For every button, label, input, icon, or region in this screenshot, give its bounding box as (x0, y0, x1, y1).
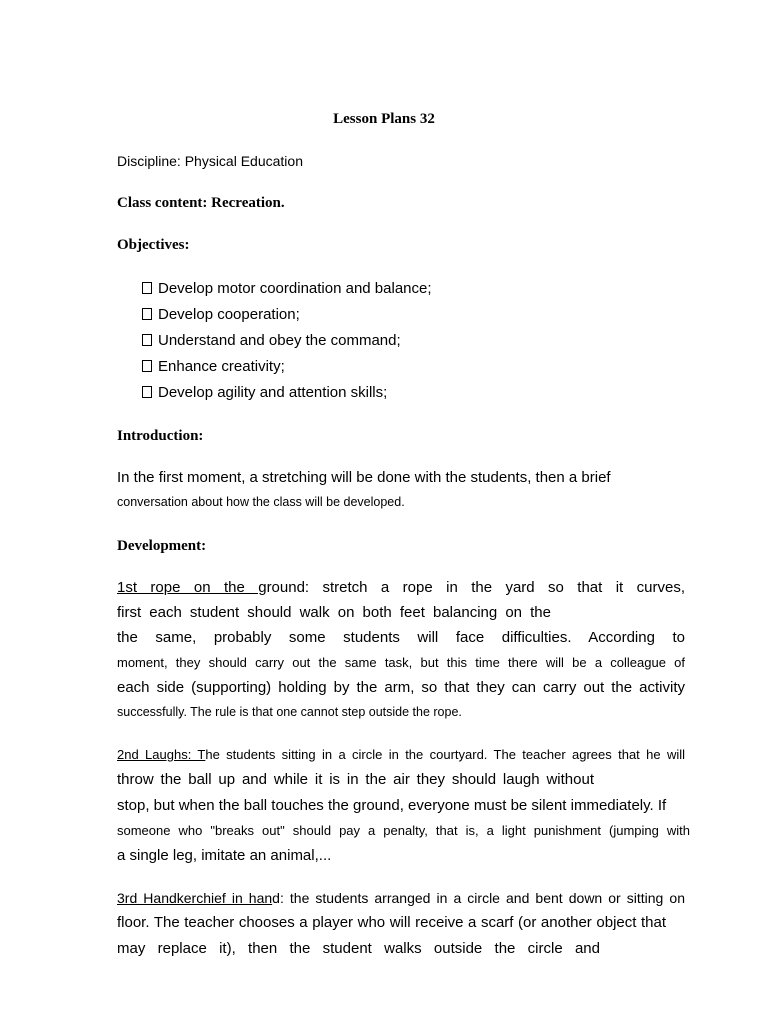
objective-text: Develop motor coordination and balance; (158, 280, 432, 297)
list-item (142, 306, 300, 323)
list-item (142, 332, 401, 349)
activity-2-text: he students sitting in a circle in the courtyard. The teacher agrees that he will (205, 747, 686, 762)
activity-3-text: d: the students arranged in a circle and bent down or sitting on (272, 890, 685, 906)
activity-1-title: 1st rope on the g (117, 579, 267, 596)
checkbox-bullet-icon (142, 360, 152, 372)
activity-2-line: stop, but when the ball touches the ground, everyone must be silent immediately. If (117, 797, 667, 814)
objective-text: Develop agility and attention skills; (158, 384, 388, 401)
activity-2-line: a single leg, imitate an animal,... (117, 847, 332, 864)
activity-1-line: each side (supporting) holding by the arm, so that they can carry out the activity (117, 679, 685, 696)
activity-1-line: successfully. The rule is that one cannot step outside the rope. (117, 705, 462, 719)
activity-3-title-line (117, 890, 685, 906)
activity-2-line: throw the ball up and while it is in the air they should laugh without (117, 771, 594, 788)
activity-2-title: 2nd Laughs: T (117, 747, 206, 762)
activity-3-title: 3rd Handkerchief in han (117, 890, 273, 906)
activity-2-line: someone who "breaks out" should pay a penalty, that is, a light punishment (jumping with (117, 823, 690, 838)
checkbox-bullet-icon (142, 386, 152, 398)
introduction-line: In the first moment, a stretching will be done with the students, then a brief (117, 469, 611, 486)
list-item (142, 384, 387, 401)
page-title: Lesson Plans 32 (333, 111, 435, 127)
activity-1-text: round: stretch a rope in the yard so that it curves, (266, 579, 685, 596)
objective-text: Develop cooperation; (158, 306, 300, 323)
introduction-heading: Introduction: (117, 428, 204, 444)
discipline-line: Discipline: Physical Education (117, 153, 303, 169)
checkbox-bullet-icon (142, 282, 152, 294)
development-heading: Development: (117, 538, 207, 554)
activity-3-line: floor. The teacher chooses a player who will receive a scarf (or another object that (117, 914, 666, 931)
list-item (142, 280, 432, 297)
objectives-heading: Objectives: (117, 237, 190, 253)
class-content-heading: Class content: Recreation. (117, 195, 285, 211)
activity-3-line: may replace it), then the student walks outside the circle and (117, 940, 600, 957)
activity-1-line: first each student should walk on both feet balancing on the (117, 604, 551, 621)
activity-1-line: moment, they should carry out the same task, but this time there will be a colleague of (117, 655, 685, 670)
introduction-line: conversation about how the class will be developed. (117, 495, 405, 509)
activity-1-line: the same, probably some students will face difficulties. According to (117, 629, 685, 646)
list-item (142, 358, 285, 375)
objective-text: Understand and obey the command; (158, 332, 401, 349)
activity-1-title-line (117, 579, 685, 596)
objective-text: Enhance creativity; (158, 358, 285, 375)
checkbox-bullet-icon (142, 308, 152, 320)
activity-2-title-line (117, 747, 685, 762)
checkbox-bullet-icon (142, 334, 152, 346)
